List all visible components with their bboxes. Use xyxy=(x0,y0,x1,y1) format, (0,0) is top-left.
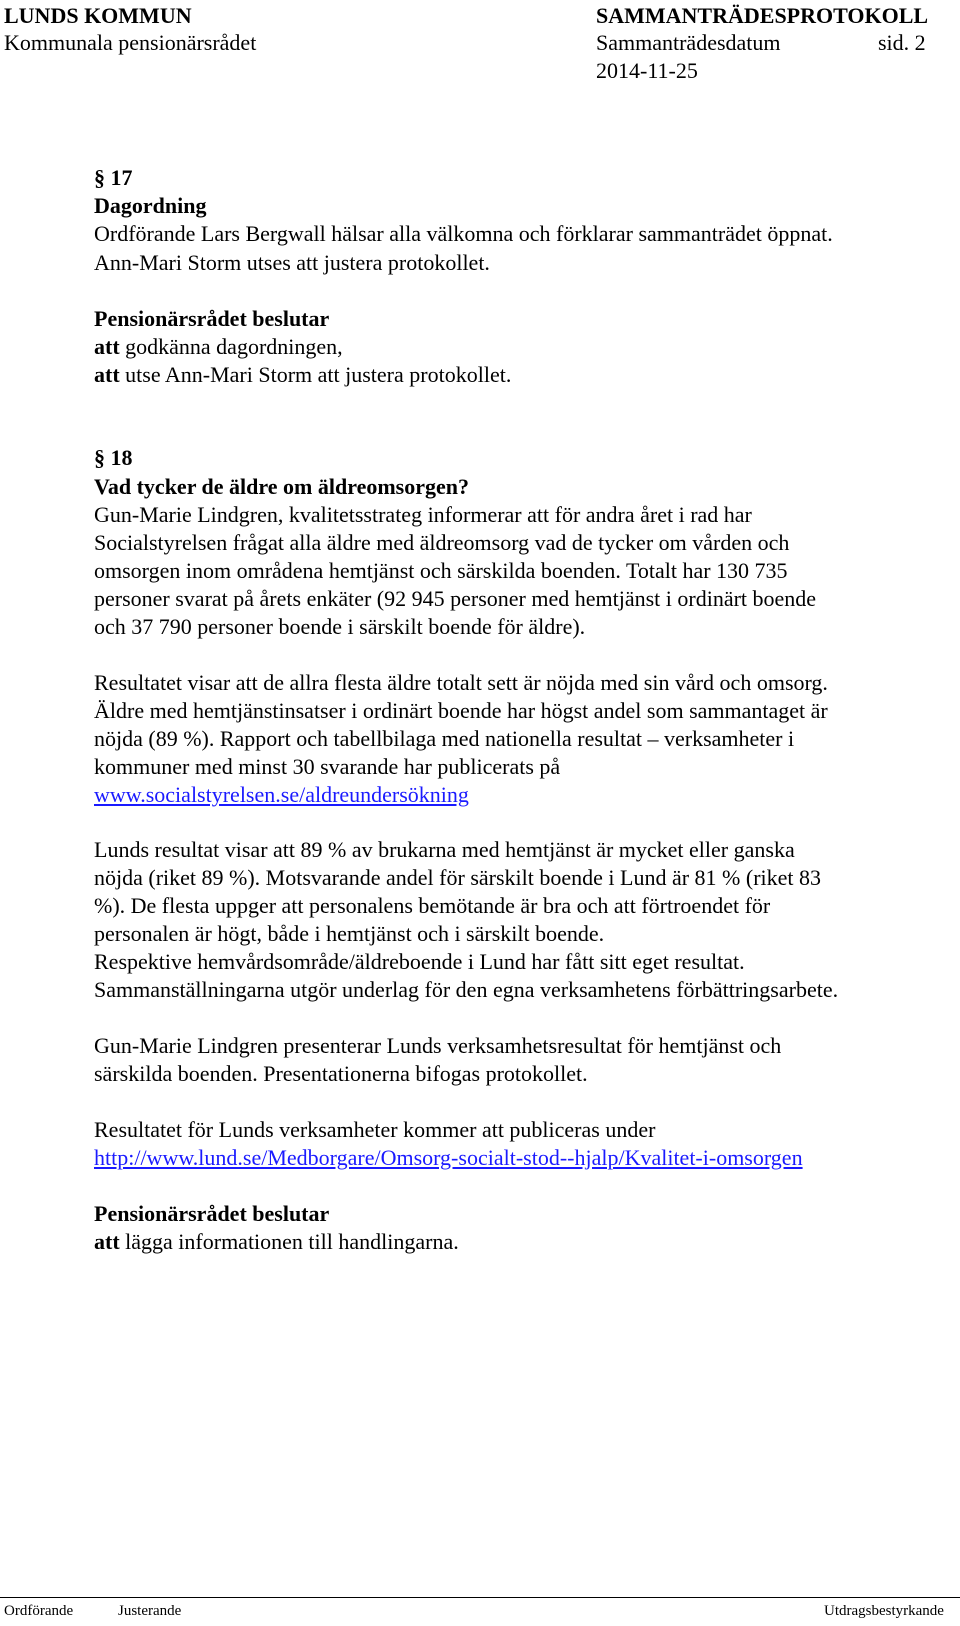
section-17-number: § 17 xyxy=(94,165,133,190)
section-18-line: Respektive hemvårdsområde/äldreboende i Lund har fått sitt eget resultat. xyxy=(94,949,745,974)
section-17-title: Dagordning xyxy=(94,193,207,218)
section-18-line: Socialstyrelsen frågat alla äldre med äldreomsorg vad de tycker om vården och xyxy=(94,530,790,555)
section-18-line: Sammanställningarna utgör underlag för den egna verksamhetens förbättringsarbete. xyxy=(94,977,839,1002)
att-keyword: att xyxy=(94,1229,120,1254)
section-18-line: kommuner med minst 30 svarande har publicerats på xyxy=(94,754,561,779)
section-17-paragraph: Ann-Mari Storm utses att justera protokollet. xyxy=(94,250,490,275)
section-17-paragraph: Ordförande Lars Bergwall hälsar alla välkomna och förklarar sammanträdet öppnat. xyxy=(94,221,833,246)
footer-extract-label: Utdragsbestyrkande xyxy=(824,1603,944,1619)
section-17-decision-item: att godkänna dagordningen, xyxy=(94,334,343,359)
section-18-line: särskilda boenden. Presentationerna bifogas protokollet. xyxy=(94,1061,588,1086)
document-type: SAMMANTRÄDESPROTOKOLL xyxy=(596,3,929,28)
att-keyword: att xyxy=(94,362,120,387)
section-18-decision-item: att lägga informationen till handlingarna. xyxy=(94,1229,459,1254)
section-18-line: Resultatet visar att de allra flesta äldre totalt sett är nöjda med sin vård och omsorg. xyxy=(94,670,828,695)
section-18-line: Resultatet för Lunds verksamheter kommer att publiceras under xyxy=(94,1117,656,1142)
meeting-date-label: Sammanträdesdatum xyxy=(596,30,781,55)
section-18-line: %). De flesta uppger att personalens bemötande är bra och att förtroendet för xyxy=(94,893,771,918)
footer-adjuster-label: Justerande xyxy=(118,1603,182,1619)
socialstyrelsen-link[interactable]: www.socialstyrelsen.se/aldreundersökning xyxy=(94,782,469,807)
section-18-decision-heading: Pensionärsrådet beslutar xyxy=(94,1201,330,1226)
section-18-line: omsorgen inom områdena hemtjänst och särskilda boenden. Totalt har 130 735 xyxy=(94,558,788,583)
section-18-line: nöjda (riket 89 %). Motsvarande andel för särskilt boende i Lund är 81 % (riket 83 xyxy=(94,865,822,890)
section-18-number: § 18 xyxy=(94,445,133,470)
section-17-decision-item: att utse Ann-Mari Storm att justera protokollet. xyxy=(94,362,512,387)
section-18-line: nöjda (89 %). Rapport och tabellbilaga med nationella resultat – verksamheter i xyxy=(94,726,795,751)
section-18-line: Gun-Marie Lindgren presenterar Lunds verksamhetsresultat för hemtjänst och xyxy=(94,1033,782,1058)
section-18-line: Lunds resultat visar att 89 % av brukarna med hemtjänst är mycket eller ganska xyxy=(94,837,795,862)
section-18-title: Vad tycker de äldre om äldreomsorgen? xyxy=(94,474,469,499)
meeting-date: 2014-11-25 xyxy=(596,58,698,83)
section-18-line: Gun-Marie Lindgren, kvalitetsstrateg informerar att för andra året i rad har xyxy=(94,502,752,527)
section-18-line: personalen är högt, både i hemtjänst och i särskilt boende. xyxy=(94,921,605,946)
att-keyword: att xyxy=(94,334,120,359)
page-number: sid. 2 xyxy=(878,30,926,55)
section-18-line: personer svarat på årets enkäter (92 945 personer med hemtjänst i ordinärt boende xyxy=(94,586,817,611)
org-name: LUNDS KOMMUN xyxy=(4,3,192,28)
council-name: Kommunala pensionärsrådet xyxy=(4,30,257,55)
section-18-line: och 37 790 personer boende i särskilt boende för äldre). xyxy=(94,614,586,639)
footer-divider xyxy=(0,1597,960,1598)
lund-results-link[interactable]: http://www.lund.se/Medborgare/Omsorg-socialt-stod--hjalp/Kvalitet-i-omsorgen xyxy=(94,1145,803,1170)
section-18-line: Äldre med hemtjänstinsatser i ordinärt boende har högst andel som sammantaget är xyxy=(94,698,828,723)
footer-chair-label: Ordförande xyxy=(4,1603,74,1619)
section-17-decision-heading: Pensionärsrådet beslutar xyxy=(94,306,330,331)
